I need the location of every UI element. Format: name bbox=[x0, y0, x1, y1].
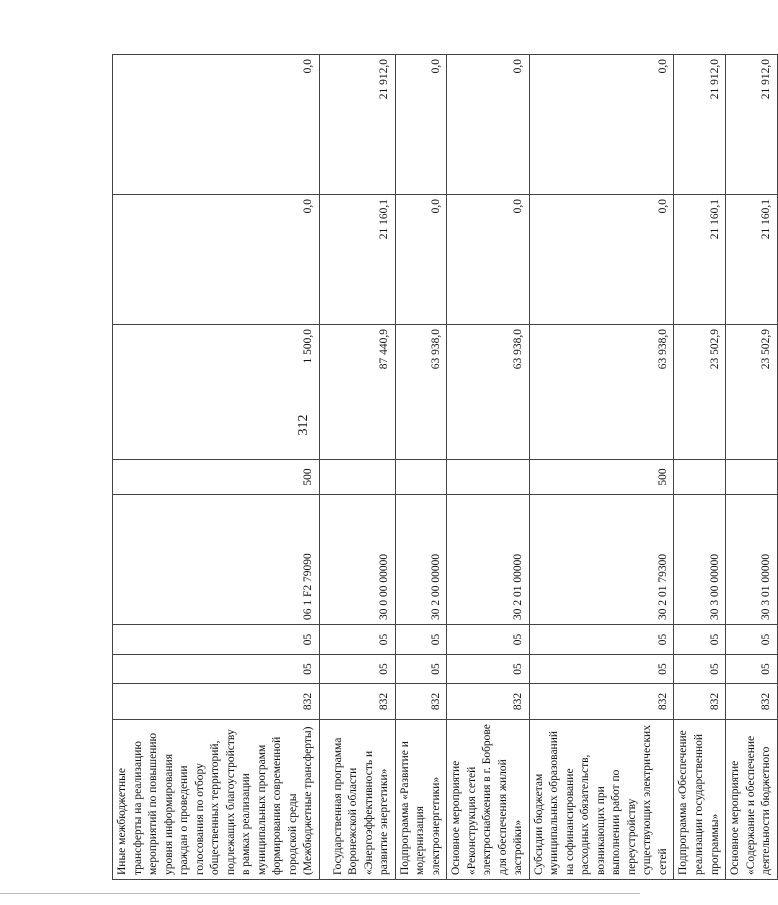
table-cell-amount-3: 21 912,0 bbox=[726, 55, 778, 195]
table-cell-grbs: 832 bbox=[319, 684, 395, 720]
table-cell-target-article: 30 2 01 00000 bbox=[447, 495, 530, 625]
table-cell-section: 05 bbox=[726, 655, 778, 684]
table-cell-target-article: 30 2 01 79300 bbox=[529, 495, 674, 625]
table-cell-target-article: 30 3 01 00000 bbox=[726, 495, 778, 625]
table-cell-amount-1: 63 938,0 bbox=[447, 325, 530, 460]
table-cell-name: Основное мероприятие «Реконструкция сетей электроснабжения в г. Боброве для обеспечения жилой застройки» bbox=[447, 720, 530, 880]
table-cell-subsection: 05 bbox=[319, 625, 395, 655]
table-row bbox=[674, 55, 726, 880]
table-cell-name: Субсидии бюджетам муниципальных образований на софинансирование расходных обязательств, возникающих при выполнении работ по переустройству существующих электрических сетей bbox=[529, 720, 674, 880]
table-cell-amount-2: 0,0 bbox=[395, 195, 447, 325]
table-cell-subsection: 05 bbox=[113, 625, 320, 655]
table-cell-section: 05 bbox=[319, 655, 395, 684]
table-cell-amount-2: 0,0 bbox=[113, 195, 320, 325]
table-cell-amount-2: 21 160,1 bbox=[319, 195, 395, 325]
table-cell-subsection: 05 bbox=[529, 625, 674, 655]
table-cell-grbs: 832 bbox=[395, 684, 447, 720]
table-cell-amount-2: 21 160,1 bbox=[726, 195, 778, 325]
table-cell-subsection: 05 bbox=[674, 625, 726, 655]
table-cell-amount-2: 0,0 bbox=[447, 195, 530, 325]
table-cell-expense-type bbox=[395, 460, 447, 495]
table-cell-subsection: 05 bbox=[395, 625, 447, 655]
table-cell-name: Подпрограмма «Развитие и модернизация электроэнергетики» bbox=[395, 720, 447, 880]
table-cell-expense-type bbox=[447, 460, 530, 495]
table-cell-target-article: 30 0 00 00000 bbox=[319, 495, 395, 625]
table-cell-amount-3: 0,0 bbox=[529, 55, 674, 195]
table-cell-amount-2: 21 160,1 bbox=[674, 195, 726, 325]
table-cell-subsection: 05 bbox=[726, 625, 778, 655]
table-cell-grbs: 832 bbox=[113, 684, 320, 720]
table-cell-subsection: 05 bbox=[447, 625, 530, 655]
page-number: 312 bbox=[296, 414, 311, 436]
table-cell-section: 05 bbox=[113, 655, 320, 684]
table-cell-amount-1: 23 502,9 bbox=[726, 325, 778, 460]
table-cell-name: Иные межбюджетные трансферты на реализацию мероприятий по повышению уровня информирования граждан о проведении голосования по отбору общественных территорий, подлежащих благоустройству в рамках реализации муниципальных программ формирования современной городской среды (Межбюджетные трансферты) bbox=[113, 720, 320, 880]
table-row bbox=[529, 55, 674, 880]
rotated-table-wrapper bbox=[112, 55, 773, 880]
table-cell-amount-1: 23 502,9 bbox=[674, 325, 726, 460]
table-cell-amount-3: 0,0 bbox=[395, 55, 447, 195]
table-cell-grbs: 832 bbox=[674, 684, 726, 720]
table-cell-amount-3: 21 912,0 bbox=[674, 55, 726, 195]
table-cell-section: 05 bbox=[529, 655, 674, 684]
table-cell-amount-1: 63 938,0 bbox=[529, 325, 674, 460]
table-row bbox=[113, 55, 320, 880]
table-row bbox=[319, 55, 395, 880]
table-cell-amount-3: 0,0 bbox=[113, 55, 320, 195]
table-cell-name: Государственная программа Воронежской области «Энергоэффективность и развитие энергетики» bbox=[319, 720, 395, 880]
table-cell-expense-type bbox=[319, 460, 395, 495]
table-cell-amount-2: 0,0 bbox=[529, 195, 674, 325]
table-cell-grbs: 832 bbox=[447, 684, 530, 720]
table-cell-amount-1: 63 938,0 bbox=[395, 325, 447, 460]
table-cell-expense-type: 500 bbox=[113, 460, 320, 495]
table-cell-expense-type: 500 bbox=[529, 460, 674, 495]
table-cell-name: Основное мероприятие «Содержание и обеспечение деятельности бюджетного bbox=[726, 720, 778, 880]
table-row bbox=[447, 55, 530, 880]
table-cell-amount-3: 0,0 bbox=[447, 55, 530, 195]
table-cell-target-article: 06 1 F2 79090 bbox=[113, 495, 320, 625]
table-row bbox=[395, 55, 447, 880]
table-cell-name: Подпрограмма «Обеспечение реализации государственной программы» bbox=[674, 720, 726, 880]
table-row bbox=[726, 55, 778, 880]
table-cell-target-article: 30 3 00 00000 bbox=[674, 495, 726, 625]
table-cell-expense-type bbox=[726, 460, 778, 495]
table-cell-grbs: 832 bbox=[726, 684, 778, 720]
page-bottom-rule bbox=[0, 893, 640, 894]
budget-table bbox=[112, 54, 778, 880]
table-cell-section: 05 bbox=[447, 655, 530, 684]
table-cell-amount-1: 87 440,9 bbox=[319, 325, 395, 460]
table-cell-grbs: 832 bbox=[529, 684, 674, 720]
table-cell-amount-1: 1 500,0 bbox=[113, 325, 320, 460]
table-cell-expense-type bbox=[674, 460, 726, 495]
table-cell-section: 05 bbox=[674, 655, 726, 684]
table-cell-target-article: 30 2 00 00000 bbox=[395, 495, 447, 625]
table-cell-amount-3: 21 912,0 bbox=[319, 55, 395, 195]
table-cell-section: 05 bbox=[395, 655, 447, 684]
